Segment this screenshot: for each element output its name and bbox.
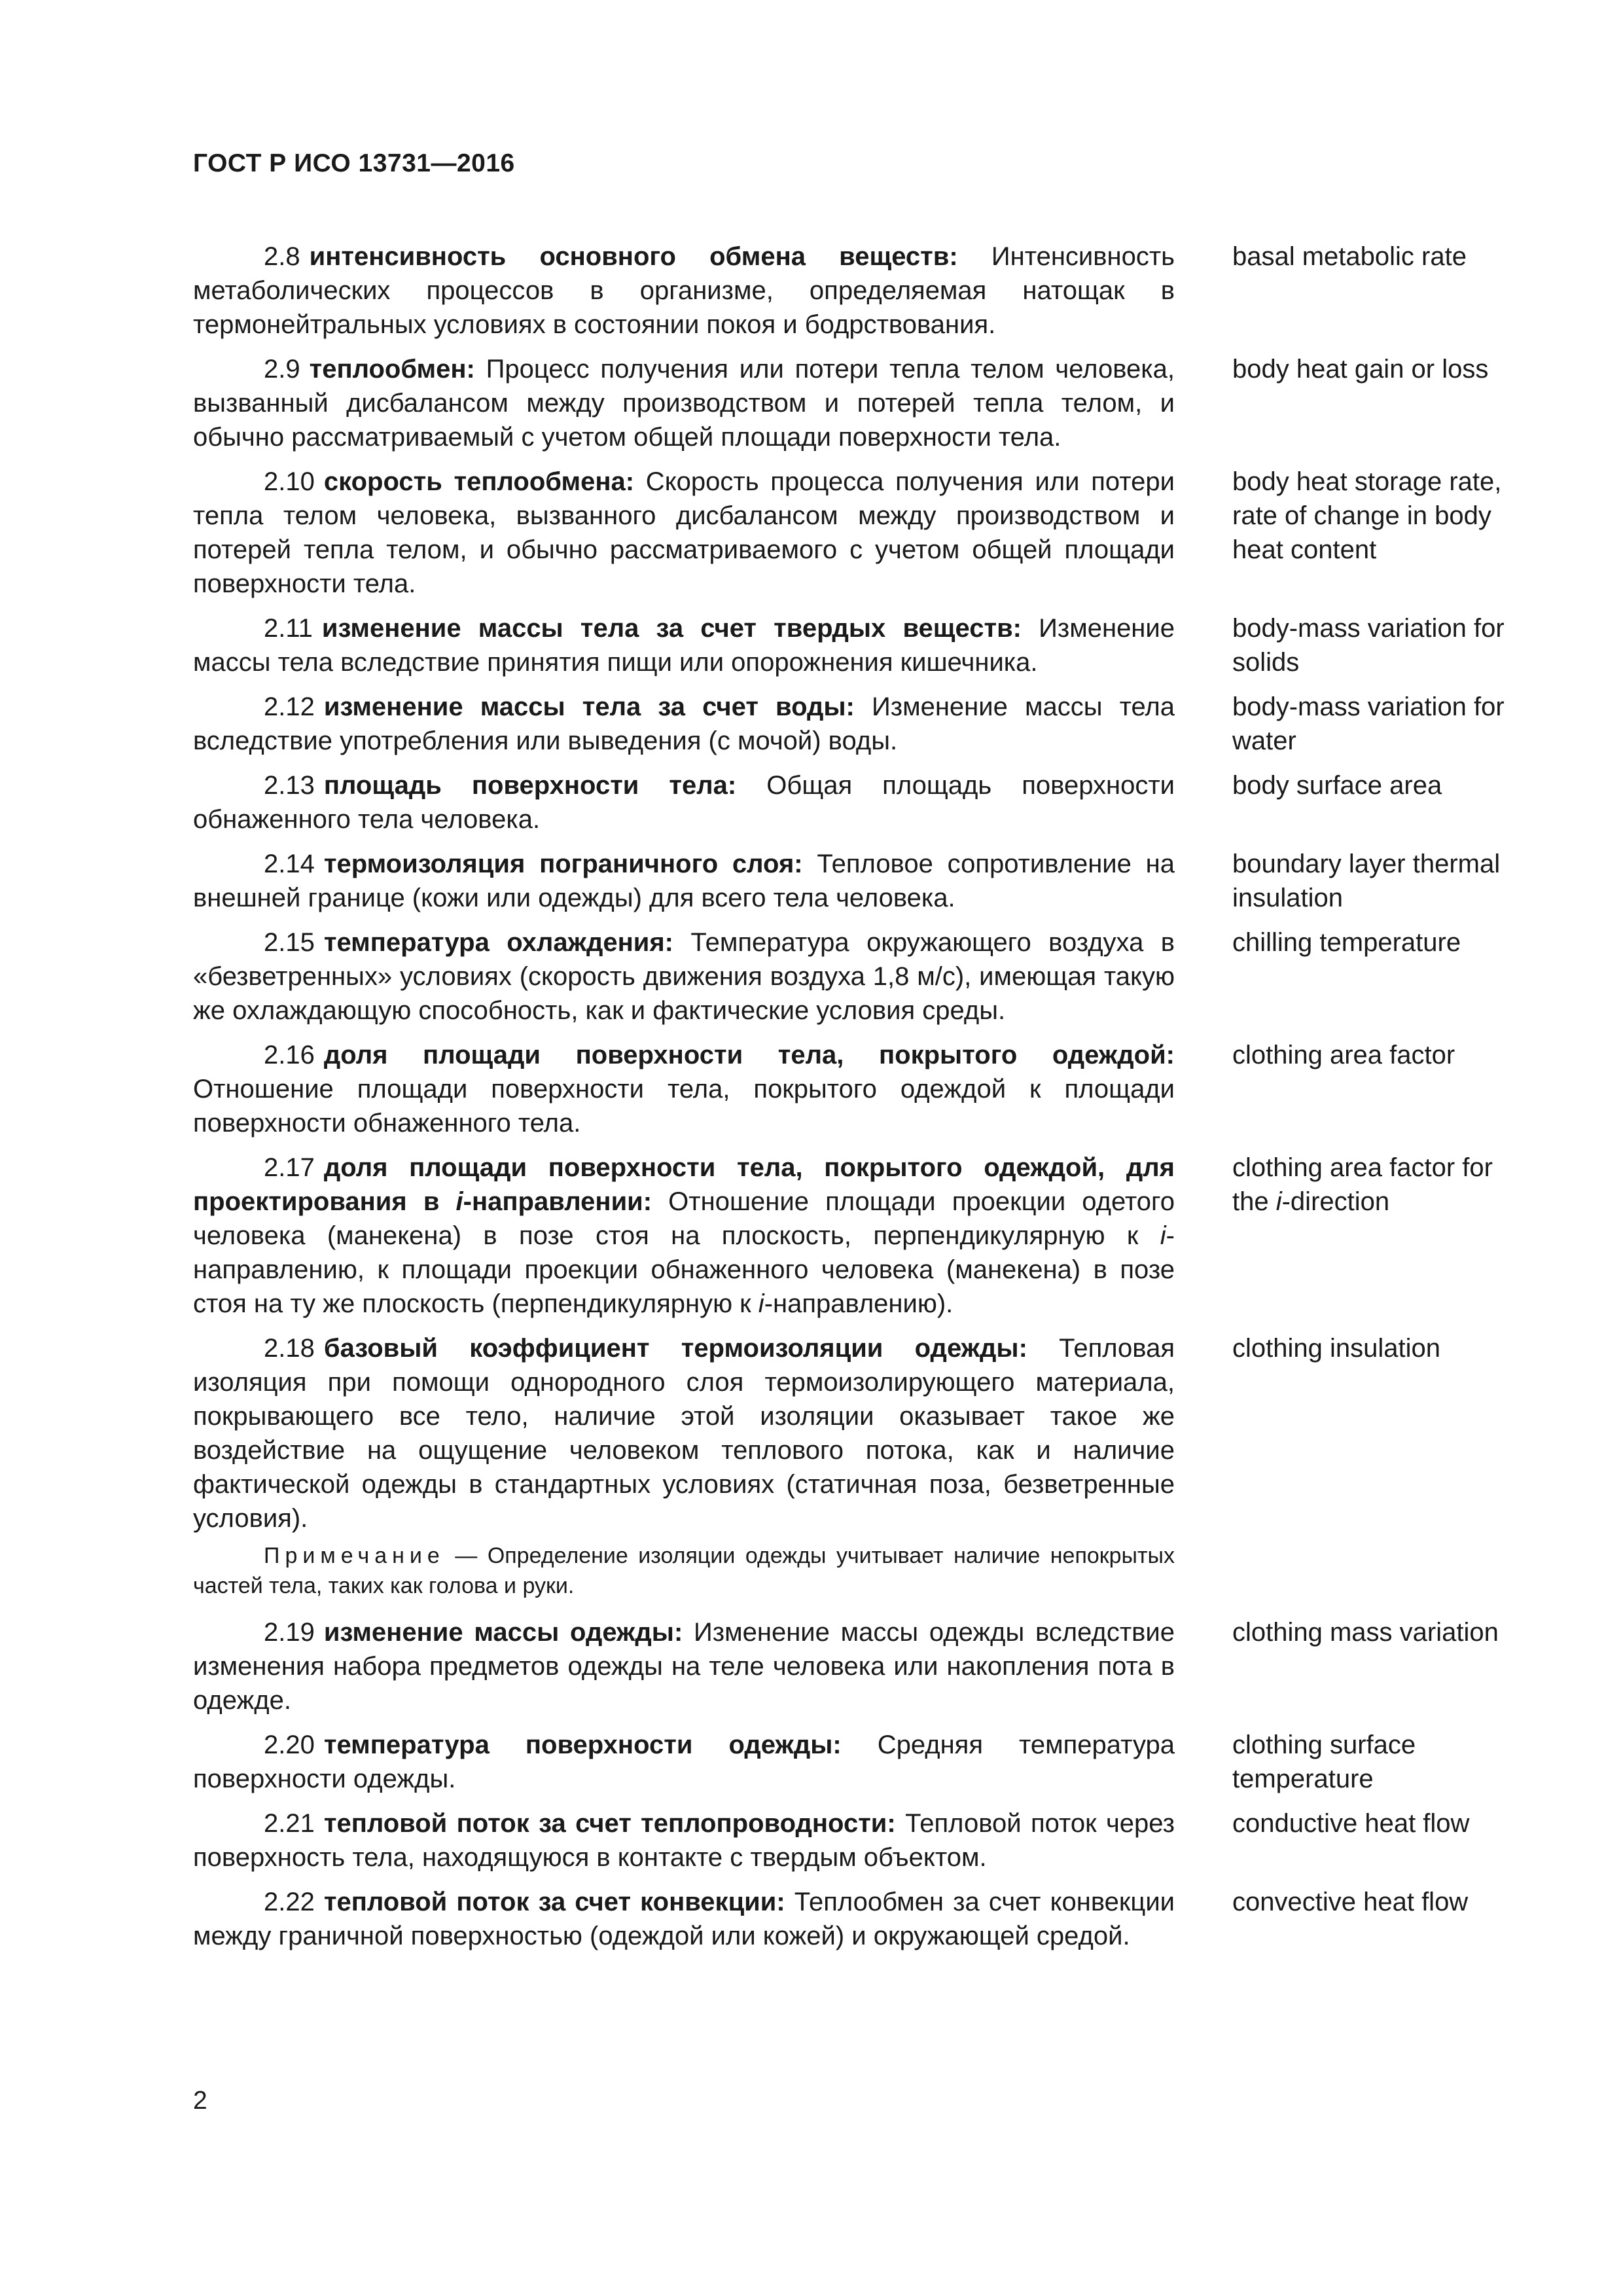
definition-text: Отношение площади проекции одетого человека (манекена) в позе стоя на плоскость, перпендикулярную к i-направлению, к площади проекции обнаженного человека (манекена) в позе стоя на ту же плоскость (перпендикулярную к i-направлению).	[193, 1187, 1175, 1318]
english-term: body heat gain or loss	[1232, 355, 1489, 384]
english-term: body-mass variation for water	[1232, 692, 1505, 755]
term-name: термоизоляция пограничного слоя:	[323, 850, 803, 878]
term-definition	[193, 768, 1175, 836]
definition-text: Изменение массы тела вследствие употребления или выведения (с мочой) воды.	[193, 692, 1175, 755]
term-number: 2.21	[264, 1809, 315, 1838]
note-text: Примечание — Определение изоляции одежды учитывает наличие непокрытых частей тела, таких как голова и руки.	[193, 1543, 1175, 1598]
term-entry-2-20	[193, 1728, 1508, 1796]
term-name: площадь поверхности тела:	[323, 771, 737, 800]
term-name: тепловой поток за счет конвекции:	[323, 1888, 785, 1916]
english-term: clothing area factor for the i-direction	[1232, 1153, 1493, 1216]
term-number: 2.20	[264, 1731, 315, 1759]
terms-list	[193, 240, 1508, 1964]
term-number: 2.10	[264, 467, 315, 496]
english-term: body surface area	[1232, 771, 1442, 800]
term-number: 2.19	[264, 1618, 315, 1647]
term-number: 2.12	[264, 692, 315, 721]
term-name: доля площади поверхности тела, покрытого одеждой, для проектирования в i-направлении:	[193, 1153, 1175, 1216]
definition-text: Интенсивность метаболических процессов в организме, определяемая натощак в термонейтральных условиях в состоянии покоя и бодрствования.	[193, 242, 1175, 339]
term-definition	[193, 352, 1175, 454]
term-number: 2.11	[264, 614, 313, 643]
term-entry-2-9	[193, 352, 1508, 454]
term-definition	[193, 1331, 1175, 1535]
term-entry-2-13	[193, 768, 1508, 836]
english-term: boundary layer thermal insulation	[1232, 850, 1501, 912]
definition-text: Изменение массы одежды вследствие изменения набора предметов одежды на теле человека или накопления пота в одежде.	[193, 1618, 1175, 1715]
definition-text: Средняя температура поверхности одежды.	[193, 1731, 1175, 1793]
term-name: изменение массы одежды:	[323, 1618, 683, 1647]
term-name: базовый коэффициент термоизоляции одежды:	[323, 1334, 1027, 1363]
english-term: chilling temperature	[1232, 928, 1461, 957]
term-definition	[193, 1806, 1175, 1874]
term-entry-2-19	[193, 1615, 1508, 1717]
term-name: изменение массы тела за счет твердых веществ:	[321, 614, 1022, 643]
definition-text: Тепловая изоляция при помощи однородного слоя термоизолирующего материала, покрывающего все тело, наличие этой изоляции оказывает такое же воздействие на ощущение человеком теплового потока, как и наличие фактической одежды в стандартных условиях (статичная поза, безветренные условия).	[193, 1334, 1175, 1533]
term-entry-2-14	[193, 847, 1508, 915]
document-header: ГОСТ Р ИСО 13731—2016	[193, 149, 515, 177]
definition-text: Изменение массы тела вследствие принятия пищи или опорожнения кишечника.	[193, 614, 1175, 677]
term-number: 2.9	[264, 355, 300, 384]
english-term: body-mass variation for solids	[1232, 614, 1505, 677]
term-name: изменение массы тела за счет воды:	[323, 692, 855, 721]
english-term: convective heat flow	[1232, 1888, 1469, 1916]
english-term: basal metabolic rate	[1232, 242, 1467, 271]
term-name: тепловой поток за счет теплопроводности:	[323, 1809, 896, 1838]
page-number: 2	[193, 2087, 207, 2115]
term-entry-2-11	[193, 611, 1508, 679]
term-entry-2-17	[193, 1151, 1508, 1321]
term-number: 2.8	[264, 242, 300, 271]
english-term: clothing surface temperature	[1232, 1731, 1416, 1793]
term-number: 2.15	[264, 928, 315, 957]
term-entry-2-12	[193, 690, 1508, 758]
term-name: скорость теплообмена:	[323, 467, 635, 496]
term-name: интенсивность основного обмена веществ:	[309, 242, 958, 271]
english-term: clothing mass variation	[1232, 1618, 1499, 1647]
english-term: conductive heat flow	[1232, 1809, 1470, 1838]
term-number: 2.16	[264, 1041, 315, 1069]
note-label: Примечание	[264, 1543, 445, 1568]
term-name: теплообмен:	[309, 355, 475, 384]
definition-text: Скорость процесса получения или потери тепла телом человека, вызванного дисбалансом между производством и потерей тепла телом, и обычно рассматриваемого с учетом общей площади поверхности тела.	[193, 467, 1175, 598]
definition-text: Теплообмен за счет конвекции между граничной поверхностью (одеждой или кожей) и окружающей средой.	[193, 1888, 1175, 1950]
definition-text: Процесс получения или потери тепла телом человека, вызванный дисбалансом между производством и потерей тепла телом, и обычно рассматриваемый с учетом общей площади поверхности тела.	[193, 355, 1175, 452]
term-entry-2-10	[193, 465, 1508, 601]
term-entry-2-18	[193, 1331, 1508, 1535]
note-block	[193, 1541, 1508, 1601]
term-entry-2-15	[193, 925, 1508, 1028]
term-number: 2.22	[264, 1888, 315, 1916]
term-definition	[193, 1885, 1175, 1953]
term-entry-2-16	[193, 1038, 1508, 1140]
term-entry-2-22	[193, 1885, 1508, 1953]
term-definition	[193, 1615, 1175, 1717]
term-number: 2.14	[264, 850, 315, 878]
term-definition	[193, 611, 1175, 679]
definition-text: Тепловое сопротивление на внешней границе (кожи или одежды) для всего тела человека.	[193, 850, 1175, 912]
term-number: 2.18	[264, 1334, 315, 1363]
term-number: 2.13	[264, 771, 315, 800]
term-definition	[193, 465, 1175, 601]
term-name: доля площади поверхности тела, покрытого одеждой:	[323, 1041, 1175, 1069]
term-entry-2-21	[193, 1806, 1508, 1874]
definition-text: Тепловой поток через поверхность тела, находящуюся в контакте с твердым объектом.	[193, 1809, 1175, 1872]
term-definition	[193, 690, 1175, 758]
english-term: body heat storage rate, rate of change in body heat content	[1232, 467, 1502, 564]
term-definition	[193, 1728, 1175, 1796]
term-definition	[193, 925, 1175, 1028]
term-name: температура охлаждения:	[323, 928, 673, 957]
term-entry-2-8	[193, 240, 1508, 342]
definition-text: Температура окружающего воздуха в «безветренных» условиях (скорость движения воздуха 1,8 м/с), имеющая такую же охлаждающую способность, как и фактические условия среды.	[193, 928, 1175, 1025]
definition-text: Общая площадь поверхности обнаженного тела человека.	[193, 771, 1175, 834]
term-definition	[193, 240, 1175, 342]
term-definition	[193, 847, 1175, 915]
term-definition	[193, 1151, 1175, 1321]
term-name: температура поверхности одежды:	[323, 1731, 842, 1759]
definition-text: Отношение площади поверхности тела, покрытого одеждой к площади поверхности обнаженного тела.	[193, 1075, 1175, 1138]
english-term: clothing insulation	[1232, 1334, 1440, 1363]
term-number: 2.17	[264, 1153, 315, 1182]
english-term: clothing area factor	[1232, 1041, 1455, 1069]
term-definition	[193, 1038, 1175, 1140]
